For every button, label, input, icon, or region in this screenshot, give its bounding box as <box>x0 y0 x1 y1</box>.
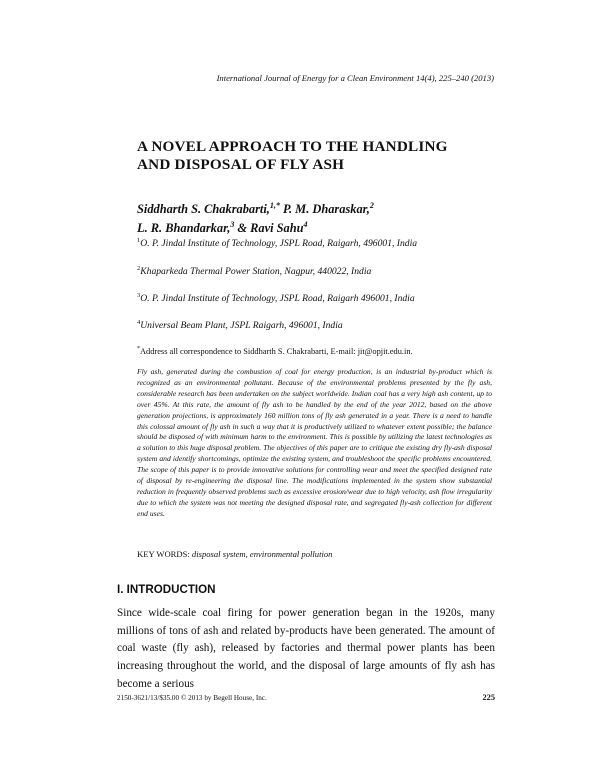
affiliation <box>137 292 497 304</box>
affiliation-text: Khaparkeda Thermal Power Station, Nagpur, 440022, India <box>140 266 372 278</box>
author-affil-marker: 2 <box>369 201 374 210</box>
author-affil-marker: 3 <box>230 220 235 230</box>
title-line-1: A NOVEL APPROACH TO THE HANDLING <box>137 138 448 155</box>
affiliation-marker: 1 <box>137 237 141 244</box>
author-name: Siddharth S. Chakrabarti, <box>137 202 270 217</box>
keywords <box>137 549 497 559</box>
author-affil-marker: 4 <box>303 220 308 230</box>
author-name: P. M. Dharaskar, <box>279 202 370 217</box>
journal-citation: International Journal of Energy for a Clean Environment 14(4), 225–240 (2013) <box>216 73 494 83</box>
author-affil-marker: 1,* <box>269 201 280 210</box>
affiliation-text: O. P. Jindal Institute of Technology, JSPL Road, Raigarh, 496001, India <box>140 238 418 250</box>
keywords-label: KEY WORDS: <box>137 549 190 559</box>
correspondence-text: Address all correspondence to Siddharth S. Chakrabarti, E-mail: jit@opjit.edu.in. <box>140 346 413 356</box>
correspondence-marker: * <box>137 346 140 352</box>
affiliation-text: O. P. Jindal Institute of Technology, JSPL Road, Raigarh 496001, India <box>140 293 415 305</box>
author-list <box>137 198 497 236</box>
author-line-2 <box>137 217 497 236</box>
paper-title <box>137 138 497 174</box>
copyright-line: 2150-3621/13/$35.00 © 2013 by Begell House, Inc. <box>117 694 267 702</box>
affiliation-marker: 3 <box>137 292 141 299</box>
affiliation-marker: 2 <box>137 265 141 272</box>
author-name: & Ravi Sahu <box>234 221 304 236</box>
introduction-paragraph: Since wide-scale coal firing for power generation began in the 1920s, many millions of tons of ash and related by-products have been generated. The amount of coal waste (fly ash), released by factories and thermal power plants has been increasing throughout the world, and the disposal of large amounts of fly ash has become a serious <box>117 607 495 690</box>
affiliation <box>137 319 497 331</box>
correspondence-note <box>137 346 517 356</box>
keywords-value: disposal system, environmental pollution <box>191 549 333 559</box>
affiliation-marker: 4 <box>137 319 141 326</box>
author-name: L. R. Bhandarkar, <box>137 221 231 236</box>
author-line-1 <box>137 198 497 217</box>
section-heading: I. INTRODUCTION <box>117 583 216 596</box>
affiliation <box>137 237 497 249</box>
abstract: Fly ash, generated during the combustion of coal for energy production, is an industrial by-product which is recognized as an environmental pollutant. Because of the environmental problems presented by the fly ash, considerable research has been undertaken on the subject worldwide. Indian coal has a very high ash content, up to over 45%. At this rate, the amount of fly ash to be handled by the end of the year 2012, based on the above generation projections, is approximately 160 million tons of fly ash generated in a year. There is a need to handle this colossal amount of fly ash in such a way that it is productively utilized to whatever extent possible; the balance should be disposed of with minimum harm to the environment. This is possible by utilizing the latest technologies as a solution to this huge disposal problem. The objectives of this paper are to critique the existing dry fly-ash disposal system and identify shortcomings, optimize the existing system, and troubleshoot the specific problems encountered. The scope of this paper is to provide innovative solutions for controlling wear and meet the specified designed rate of disposal by re-engineering the disposal line. The modifications implemented in the system show substantial reduction in frequently observed problems such as excessive erosion/wear due to high velocity, ash flow irregularity due to which the system was not meeting the designed disposal rate, and segregated fly-ash collection for different end uses. <box>137 367 492 518</box>
page-number: 225 <box>482 693 495 702</box>
affiliation-text: Universal Beam Plant, JSPL Raigarh, 496001, India <box>140 320 343 332</box>
affiliation <box>137 265 497 277</box>
title-line-2: AND DISPOSAL OF FLY ASH <box>137 156 345 173</box>
